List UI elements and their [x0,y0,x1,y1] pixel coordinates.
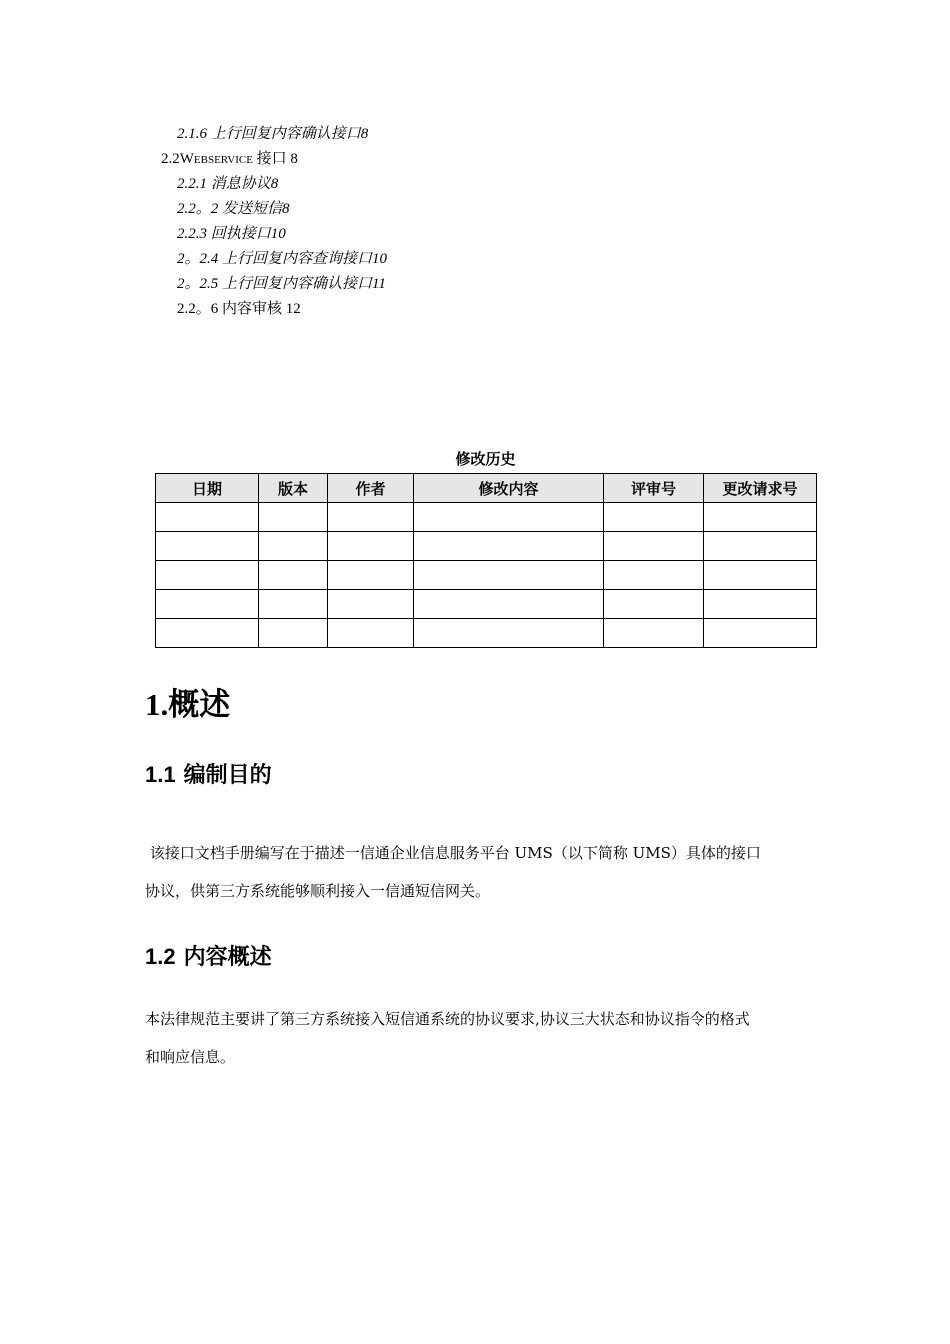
table-cell[interactable] [156,532,259,561]
revision-history-table [155,473,817,648]
table-header-row [156,474,817,503]
table-cell[interactable] [414,532,604,561]
table-row [156,590,817,619]
table-cell[interactable] [604,619,704,648]
toc-entry-2-2-1[interactable]: 2.2.1 消息协议8 [177,176,279,192]
table-cell[interactable] [259,590,328,619]
toc-entry-2-2-5[interactable]: 2。2.5 上行回复内容确认接口11 [177,276,386,292]
heading-number: 1. [145,687,169,722]
heading-section-1-2 [145,942,272,973]
table-cell[interactable] [604,590,704,619]
table-cell[interactable] [704,561,817,590]
column-header-date: 日期 [156,474,259,503]
toc-entry-smallcaps: Webservice [179,151,253,167]
table-row [156,532,817,561]
table-cell[interactable] [604,561,704,590]
toc-entry-2-2[interactable] [161,149,298,169]
table-cell[interactable] [259,561,328,590]
column-header-review-no: 评审号 [604,474,704,503]
heading-number: 1.2 [145,944,176,969]
column-header-version: 版本 [259,474,328,503]
history-table-caption: 修改历史 [455,450,516,468]
table-cell[interactable] [414,619,604,648]
table-cell[interactable] [328,619,414,648]
table-cell[interactable] [156,590,259,619]
table-cell[interactable] [156,503,259,532]
heading-section-1 [145,683,230,727]
table-cell[interactable] [414,503,604,532]
table-cell[interactable] [328,561,414,590]
toc-entry-prefix: 2.2 [161,151,180,167]
table-cell[interactable] [156,561,259,590]
table-cell[interactable] [414,561,604,590]
table-cell[interactable] [328,532,414,561]
table-cell[interactable] [604,503,704,532]
paragraph-overview [145,1000,835,1076]
toc-entry-2-1-6[interactable]: 2.1.6 上行回复内容确认接口8 [177,126,369,142]
heading-section-1-1 [145,760,272,791]
table-row [156,619,817,648]
column-header-changes: 修改内容 [414,474,604,503]
heading-title: 内容概述 [183,945,272,970]
column-header-author: 作者 [328,474,414,503]
toc-entry-2-2-6[interactable]: 2.2。6 内容审核 12 [177,301,301,317]
paragraph-line: 该接口文档手册编写在于描述一信通企业信息服务平台 UMS（以下简称 UMS）具体的接口 [145,844,761,862]
paragraph-line: 协议，供第三方系统能够顺利接入一信通短信网关。 [145,882,491,900]
table-row [156,561,817,590]
table-cell[interactable] [704,503,817,532]
toc-entry-2-2-2[interactable]: 2.2。2 发送短信8 [177,201,290,217]
table-cell[interactable] [704,590,817,619]
table-cell[interactable] [328,590,414,619]
column-header-change-request-no: 更改请求号 [704,474,817,503]
table-cell[interactable] [259,503,328,532]
table-cell[interactable] [704,619,817,648]
table-cell[interactable] [328,503,414,532]
table-cell[interactable] [414,590,604,619]
table-cell[interactable] [704,532,817,561]
paragraph-purpose [145,834,835,910]
paragraph-line: 本法律规范主要讲了第三方系统接入短信通系统的协议要求,协议三大状态和协议指令的格式 [145,1010,750,1028]
toc-entry-suffix: 接口 8 [252,151,298,167]
table-cell[interactable] [156,619,259,648]
paragraph-line: 和响应信息。 [145,1048,236,1066]
table-row [156,503,817,532]
table-cell[interactable] [259,532,328,561]
toc-entry-2-2-3[interactable]: 2.2.3 回执接口10 [177,226,286,242]
table-cell[interactable] [604,532,704,561]
heading-title: 编制目的 [183,763,272,788]
table-cell[interactable] [259,619,328,648]
toc-entry-2-2-4[interactable]: 2。2.4 上行回复内容查询接口10 [177,251,388,267]
heading-number: 1.1 [145,762,176,787]
heading-title: 概述 [168,687,231,723]
